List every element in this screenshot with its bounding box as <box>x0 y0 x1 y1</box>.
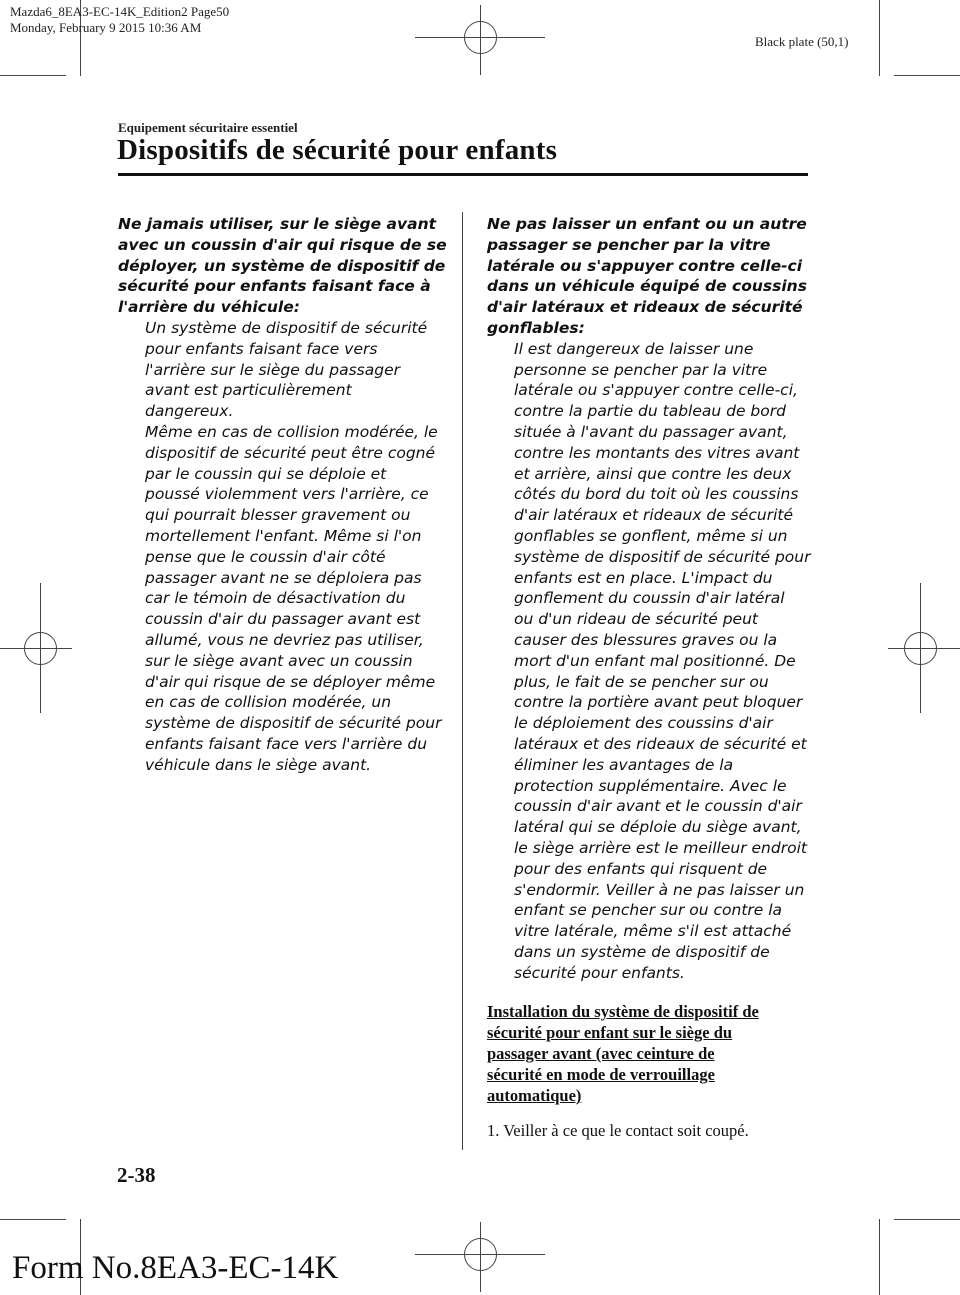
installation-heading <box>487 1001 817 1106</box>
warning-heading-line: sécurité pour enfants faisant face à <box>118 277 431 296</box>
print-date: Monday, February 9 2015 10:36 AM <box>10 20 202 35</box>
warning-body-line: située à l'avant du passager avant, <box>514 422 788 441</box>
warning-heading-line: Ne jamais utiliser, sur le siège avant <box>118 215 437 233</box>
warning-heading-line: Ne pas laisser un enfant ou un autre <box>487 215 807 233</box>
warning-body-line: s'endormir. Veiller à ne pas laisser un <box>514 880 805 899</box>
warning-body-line: latéral qui se déploie du siège avant, <box>514 818 802 837</box>
warning-heading <box>487 214 817 339</box>
right-warning <box>487 214 817 983</box>
warning-body-line: coussin d'air du passager avant est <box>145 610 421 629</box>
warning-body-line: enfants est en place. L'impact du <box>514 568 773 587</box>
warning-body-line: l'arrière sur le siège du passager <box>145 360 401 379</box>
warning-heading-line: dans un véhicule équipé de coussins <box>487 277 807 296</box>
warning-body-line: gonflement du coussin d'air latéral <box>514 589 785 608</box>
warning-body-line: véhicule dans le siège avant. <box>145 755 372 774</box>
warning-body-line: et arrière, ainsi que contre les deux <box>514 464 792 483</box>
warning-body-line: pour enfants faisant face vers <box>145 339 378 358</box>
chapter-title: Dispositifs de sécurité pour enfants <box>117 134 558 166</box>
warning-body-line: d'air qui risque de se déployer même <box>145 672 436 691</box>
warning-heading-line: déployer, un système de dispositif de <box>118 256 446 275</box>
warning-body-line: le déploiement des coussins d'air <box>514 714 773 733</box>
warning-body-line: dispositif de sécurité peut être cogné <box>145 443 436 462</box>
file-name: Mazda6_8EA3-EC-14K_Edition2 Page50 <box>10 4 230 19</box>
warning-body-line: avant est particulièrement <box>145 381 352 400</box>
installation-heading-line: Installation du système de dispositif de <box>487 1002 759 1021</box>
form-number: Form No.8EA3-EC-14K <box>12 1250 339 1286</box>
section-label: Equipement sécuritaire essentiel <box>118 120 298 135</box>
warning-body-line: le siège arrière est le meilleur endroit <box>514 838 807 857</box>
warning-body-line: côtés du bord du toit où les coussins <box>514 485 799 504</box>
warning-body-line: gonflables se gonflent, même si un <box>514 526 788 545</box>
warning-body-line: contre la portière avant peut bloquer <box>514 693 803 712</box>
warning-body-line: dans un système de dispositif de <box>514 942 770 961</box>
warning-body-line: éliminer les avantages de la <box>514 755 734 774</box>
crop-mark-line <box>894 1219 960 1220</box>
warning-body-line: sécurité pour enfants. <box>514 963 685 982</box>
warning-body-line: contre les montants des vitres avant <box>514 443 800 462</box>
warning-body-line: plus, le fait de se pencher sur ou <box>514 672 769 691</box>
warning-body-line: Il est dangereux de laisser une <box>514 339 754 358</box>
installation-heading-line: sécurité en mode de verrouillage <box>487 1065 715 1084</box>
warning-body-line: personne se pencher par la vitre <box>514 360 768 379</box>
warning-body-line: causer des blessures graves ou la <box>514 630 778 649</box>
plate-label: Black plate (50,1) <box>755 34 849 49</box>
warning-body-line: d'air latéraux et rideaux de sécurité <box>514 506 793 525</box>
warning-body-line: ou d'un rideau de sécurité peut <box>514 610 758 629</box>
warning-body-line: protection supplémentaire. Avec le <box>514 776 787 795</box>
crop-mark-line <box>894 75 960 76</box>
warning-body-line: Même en cas de collision modérée, le <box>145 422 438 441</box>
crop-mark-line <box>0 75 66 76</box>
warning-body-line: passager avant ne se déploiera pas <box>145 568 422 587</box>
warning-heading-line: avec un coussin d'air qui risque de se <box>118 235 447 254</box>
warning-body-line: Un système de dispositif de sécurité <box>145 318 428 337</box>
registration-circle <box>464 21 497 54</box>
warning-body-line: enfant se pencher sur ou contre la <box>514 901 783 920</box>
file-info <box>10 4 229 36</box>
warning-heading-line: latérale ou s'appuyer contre celle-ci <box>487 256 803 275</box>
warning-body-line: pour des enfants qui risquent de <box>514 859 768 878</box>
warning-heading-line: d'air latéraux et rideaux de sécurité <box>487 298 803 317</box>
warning-heading-line: l'arrière du véhicule: <box>118 298 300 317</box>
warning-body-line: latéraux et des rideaux de sécurité et <box>514 734 807 753</box>
crop-mark-line <box>879 0 880 76</box>
installation-heading-line: passager avant (avec ceinture de <box>487 1044 715 1063</box>
title-rule <box>118 173 808 176</box>
warning-body-line: dangereux. <box>145 402 234 421</box>
warning-body <box>118 318 458 776</box>
installation-section <box>487 1001 817 1106</box>
warning-body-line: mortellement l'enfant. Même si l'on <box>145 526 422 545</box>
registration-circle <box>464 1238 497 1271</box>
warning-heading-line: passager se pencher par la vitre <box>487 235 771 254</box>
warning-body-line: vitre latérale, même s'il est attaché <box>514 922 792 941</box>
registration-circle <box>24 632 57 665</box>
registration-circle <box>904 632 937 665</box>
warning-body-line: coussin d'air avant et le coussin d'air <box>514 797 802 816</box>
warning-body-line: mort d'un enfant mal positionné. De <box>514 651 796 670</box>
warning-body-line: allumé, vous ne devriez pas utiliser, <box>145 630 424 649</box>
page-number: 2-38 <box>117 1163 156 1187</box>
installation-heading-line: sécurité pour enfant sur le siège du <box>487 1023 733 1042</box>
warning-body-line: système de dispositif de sécurité pour <box>514 547 811 566</box>
warning-body <box>487 339 817 984</box>
warning-body-line: qui pourrait blesser gravement ou <box>145 506 411 525</box>
warning-body-line: en cas de collision modérée, un <box>145 693 392 712</box>
left-warning <box>118 214 458 776</box>
step-1: 1. Veiller à ce que le contact soit coupé. <box>487 1121 749 1140</box>
warning-heading-line: gonflables: <box>487 318 585 337</box>
warning-heading <box>118 214 458 318</box>
warning-body-line: enfants faisant face vers l'arrière du <box>145 734 428 753</box>
crop-mark-line <box>0 1219 66 1220</box>
warning-body-line: poussé violemment vers l'arrière, ce <box>145 485 429 504</box>
column-divider <box>462 212 463 1150</box>
warning-body-line: par le coussin qui se déploie et <box>145 464 387 483</box>
warning-body-line: car le témoin de désactivation du <box>145 589 406 608</box>
warning-body-line: latérale ou s'appuyer contre celle-ci, <box>514 381 798 400</box>
warning-body-line: pense que le coussin d'air côté <box>145 547 386 566</box>
warning-body-line: contre la partie du tableau de bord <box>514 402 786 421</box>
warning-body-line: système de dispositif de sécurité pour <box>145 714 442 733</box>
crop-mark-line <box>879 1219 880 1295</box>
warning-body-line: sur le siège avant avec un coussin <box>145 651 413 670</box>
installation-heading-line: automatique) <box>487 1086 582 1105</box>
